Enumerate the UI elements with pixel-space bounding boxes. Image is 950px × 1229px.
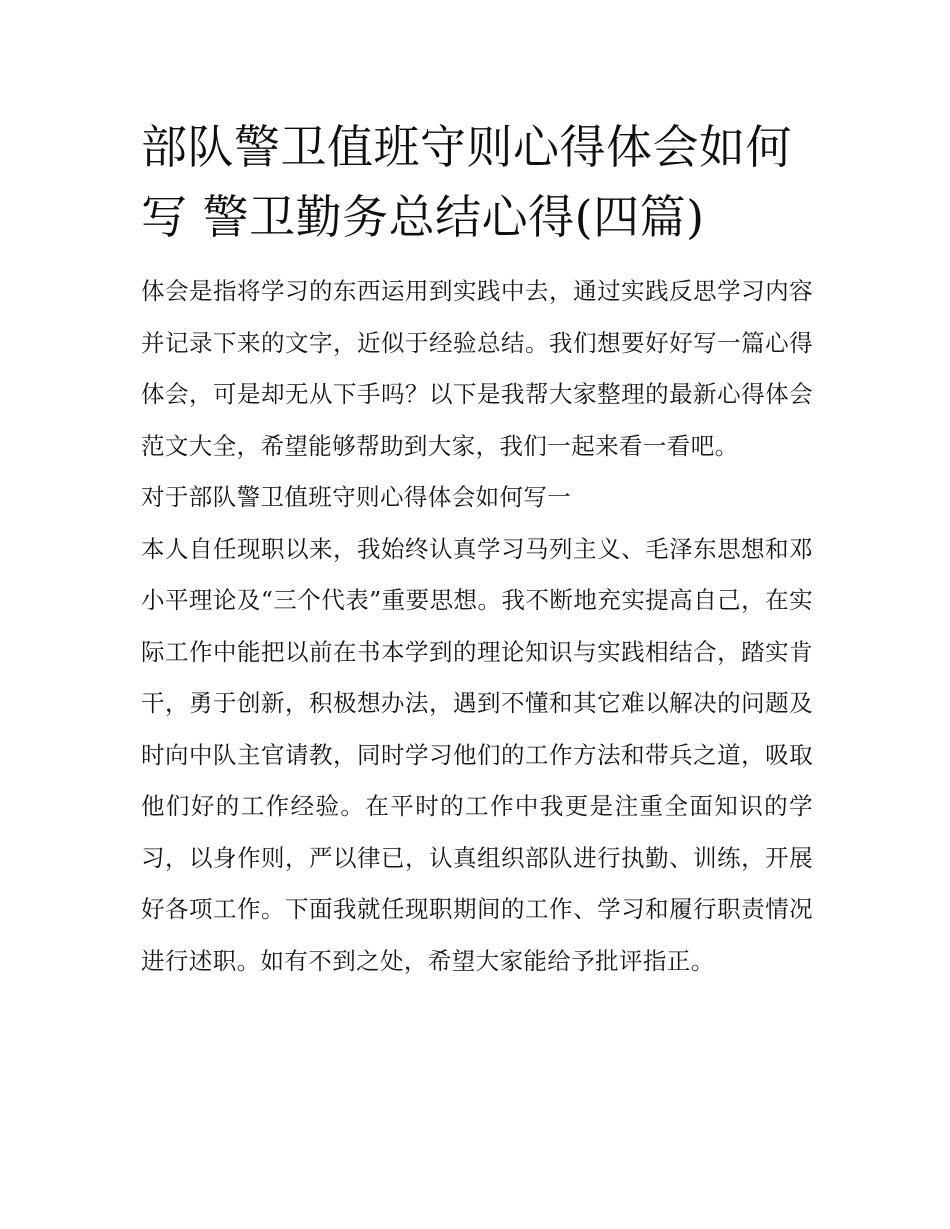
intro-paragraph: 体会是指将学习的东西运用到实践中去，通过实践反思学习内容并记录下来的文字，近似于经验总结。我们想要好好写一篇心得体会，可是却无从下手吗？以下是我帮大家整理的最新心得体会范文大全，希望能够帮助到大家，我们一起来看一看吧。	[141, 277, 813, 460]
body-paragraph: 本人自任现职以来，我始终认真学习马列主义、毛泽东思想和邓小平理论及“三个代表”重要思想。我不断地充实提高自己，在实际工作中能把以前在书本学到的理论知识与实践相结合，踏实肯干，勇于创新，积极想办法，遇到不懂和其它难以解决的问题及时向中队主官请教，同时学习他们的工作方法和带兵之道，吸取他们好的工作经验。在平时的工作中我更是注重全面知识的学习，以身作则，严以律已，认真组织部队进行执勤、训练，开展好各项工作。下面我就任现职期间的工作、学习和履行职责情况进行述职。如有不到之处，希望大家能给予批评指正。	[141, 534, 813, 975]
document-content	[141, 112, 813, 987]
document-title: 部队警卫值班守则心得体会如何写 警卫勤务总结心得(四篇)	[141, 120, 792, 244]
section-heading: 对于部队警卫值班守则心得体会如何写一	[141, 483, 572, 511]
